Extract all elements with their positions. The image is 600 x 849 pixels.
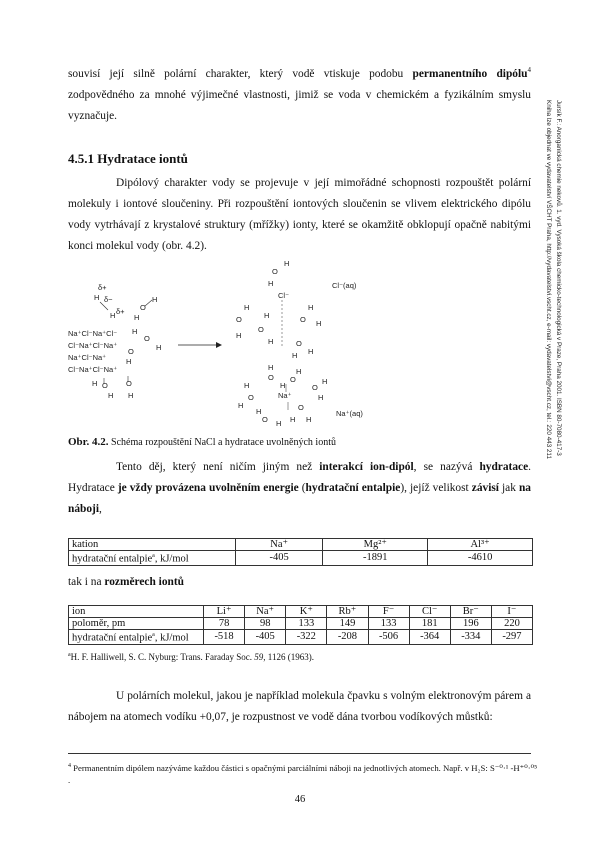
- table-cell: 196: [450, 618, 491, 630]
- svg-text:H: H: [276, 419, 282, 428]
- table-cell: 133: [286, 618, 327, 630]
- svg-text:O: O: [236, 315, 242, 324]
- table-cell: 220: [491, 618, 532, 630]
- table-cell: 78: [204, 618, 245, 630]
- svg-text:H: H: [244, 381, 250, 390]
- table-header-cell: Li⁺: [204, 606, 245, 618]
- crystal-row-3: Na⁺Cl⁻Na⁺: [68, 353, 107, 362]
- svg-text:H: H: [156, 343, 162, 352]
- svg-text:H: H: [94, 293, 100, 302]
- svg-text:O: O: [296, 339, 302, 348]
- crystal-row-1: Na⁺Cl⁻Na⁺Cl⁻: [68, 329, 118, 338]
- svg-text:O: O: [258, 325, 264, 334]
- figure-label: Obr. 4.2.: [68, 436, 109, 448]
- svg-text:H: H: [264, 311, 270, 320]
- crystal-row-4: Cl⁻Na⁺Cl⁻Na⁺: [68, 365, 118, 374]
- chloride-aq-label: Cl⁻(aq): [332, 281, 357, 290]
- table-row: [69, 539, 533, 551]
- table-cell: -405: [236, 551, 323, 566]
- svg-text:H: H: [306, 415, 312, 424]
- svg-text:H: H: [128, 391, 134, 400]
- svg-text:H: H: [126, 357, 132, 366]
- svg-text:H: H: [268, 337, 274, 346]
- table-ion-radius-enthalpy: [68, 605, 533, 645]
- table-header-cell: I⁻: [491, 606, 532, 618]
- table-cell: -208: [327, 630, 368, 645]
- table-header-cell: ion: [69, 606, 204, 618]
- figure-caption-text: Schéma rozpouštění NaCl a hydratace uvolněných iontů: [111, 437, 336, 448]
- paragraph-ion-dipole: Tento děj, který není ničím jiným než interakcí ion-dipól, se nazývá hydratace. Hydratace je vždy provázena uvolněním energie (hydratační entalpie), jejíž velikost závisí jak na náboji,: [68, 461, 532, 515]
- table-cell: -518: [204, 630, 245, 645]
- svg-text:H: H: [256, 407, 262, 416]
- table-header-cell: Br⁻: [450, 606, 491, 618]
- table-cell: -334: [450, 630, 491, 645]
- figure-caption: [68, 436, 336, 448]
- svg-text:H: H: [152, 295, 158, 304]
- table-row: [69, 618, 533, 630]
- table-cell: 133: [368, 618, 409, 630]
- page-number: 46: [294, 794, 306, 805]
- svg-text:O: O: [268, 373, 274, 382]
- svg-text:O: O: [102, 381, 108, 390]
- paragraph-ion-size: tak i na rozměrech iontů: [68, 576, 184, 588]
- section-title: 4.5.1 Hydratace iontů: [68, 151, 188, 166]
- table-row-label: poloměr, pm: [69, 618, 204, 630]
- table-cell: -322: [286, 630, 327, 645]
- side-note-line-1: Jursík F.: Anorganická chemie nekovů. 1. vyd. Vysoká škola chemicko-technologická v Praze, Praha 2001. ISBN 80-7080-417-3: [555, 100, 562, 456]
- svg-text:H: H: [316, 319, 322, 328]
- table-header-cell: kation: [69, 539, 236, 551]
- svg-text:O: O: [300, 315, 306, 324]
- term-permanent-dipole: permanentního dipólu: [412, 67, 528, 80]
- svg-text:H: H: [296, 367, 302, 376]
- table-cell: -1891: [323, 551, 428, 566]
- footnote-a: $^a$H. F. Halliwell, S. C. Nyburg: Trans. Faraday Soc. 59, 1126 (1963).: [68, 652, 314, 662]
- svg-text:H: H: [132, 327, 138, 336]
- table-header-cell: Al³⁺: [428, 539, 533, 551]
- sodium-aq-label: Na⁺(aq): [336, 409, 363, 418]
- svg-text:H: H: [290, 415, 296, 424]
- svg-text:H: H: [134, 313, 140, 322]
- svg-text:O: O: [128, 347, 134, 356]
- svg-text:H: H: [92, 379, 98, 388]
- svg-text:O: O: [144, 334, 150, 343]
- table-row-label: hydratační entalpie$^a$, kJ/mol: [69, 630, 204, 645]
- svg-text:O: O: [272, 267, 278, 276]
- table-header-cell: Rb⁺: [327, 606, 368, 618]
- table-cell: -4610: [428, 551, 533, 566]
- paragraph-ammonia: U polárních molekul, jakou je například molekula čpavku s volným elektronovým párem a nábojem na atomech vodíku +0,07, je rozpustnost ve vodě dána tvorbou vodíkových můstků:: [68, 690, 531, 723]
- side-note: [539, 100, 563, 540]
- table-cation-enthalpy: [68, 538, 533, 566]
- table-cell: 181: [409, 618, 450, 630]
- delta-plus-label: δ+: [98, 283, 107, 292]
- svg-text:H: H: [244, 303, 250, 312]
- svg-text:H: H: [308, 347, 314, 356]
- svg-text:O: O: [126, 379, 132, 388]
- svg-text:H: H: [318, 393, 324, 402]
- table-header-cell: Na⁺: [236, 539, 323, 551]
- svg-text:O: O: [140, 303, 146, 312]
- table-row: [69, 630, 533, 645]
- table-cell: -405: [245, 630, 286, 645]
- svg-text:O: O: [290, 375, 296, 384]
- svg-text:H: H: [322, 377, 328, 386]
- svg-text:H: H: [284, 259, 290, 268]
- svg-text:Na⁺: Na⁺: [278, 391, 292, 400]
- svg-text:H: H: [236, 331, 242, 340]
- table-row: [69, 551, 533, 566]
- table-cell: 149: [327, 618, 368, 630]
- svg-text:O: O: [248, 393, 254, 402]
- svg-text:O: O: [298, 403, 304, 412]
- footnote-ref-4[interactable]: 4: [527, 66, 532, 74]
- table-row-label: hydratační entalpie$^a$, kJ/mol: [69, 551, 236, 566]
- svg-text:Cl⁻: Cl⁻: [278, 291, 290, 300]
- svg-text:H: H: [108, 391, 114, 400]
- footnote-divider: [68, 753, 531, 754]
- table-header-cell: K⁺: [286, 606, 327, 618]
- svg-text:H: H: [280, 381, 286, 390]
- paragraph-hydration: Dipólový charakter vody se projevuje v její mimořádné schopnosti rozpouštět polární molekuly i iontové sloučeniny. Při rozpouštění iontových sloučenin se vlivem elektrického dipólu vody vytrhávají z krystalové struktury (mřížky) ionty, které se okamžitě obklopují opačně nabitými konci molekul vody (obr. 4.2).: [68, 177, 531, 252]
- table-header-cell: F⁻: [368, 606, 409, 618]
- svg-text:H: H: [268, 279, 274, 288]
- svg-text:O: O: [262, 415, 268, 424]
- figure-drawing: [68, 258, 468, 433]
- table-row: [69, 606, 533, 618]
- side-note-line-2: Kniha lze objednat ve vydavatelství VŠCHT Praha, http://vydavatelstvi.vscht.cz, e-mail: vydavatelstvi@vscht.cz, tel.: 220 443 211: [545, 100, 552, 459]
- paragraph-intro: souvisí její silně polární charakter, který vodě vtiskuje podobu permanentního dipólu$^4$ zodpovědného za mnohé výjimečné vlastnosti, jimiž se voda v chemickém a fyzikálním smyslu vyznačuje.: [68, 66, 532, 122]
- table-cell: -364: [409, 630, 450, 645]
- table-header-cell: Mg²⁺: [323, 539, 428, 551]
- table-cell: -506: [368, 630, 409, 645]
- svg-text:H: H: [238, 401, 244, 410]
- svg-text:H: H: [308, 303, 314, 312]
- svg-text:H: H: [110, 311, 116, 320]
- svg-text:H: H: [292, 351, 298, 360]
- table-header-cell: Cl⁻: [409, 606, 450, 618]
- figure-nacl-dissolution: [68, 258, 468, 433]
- footnote-4: $^4$ Permanentním dipólem nazýváme každou částici s opačnými parciálními náboji na jednotlivých atomech. Např. v H₂S: S⁻⁰·¹ -H⁺⁰·⁰⁵ .: [68, 762, 538, 785]
- svg-text:O: O: [312, 383, 318, 392]
- table-cell: -297: [491, 630, 532, 645]
- svg-text:δ+: δ+: [116, 307, 125, 316]
- table-header-cell: Na⁺: [245, 606, 286, 618]
- table-cell: 98: [245, 618, 286, 630]
- crystal-row-2: Cl⁻Na⁺Cl⁻Na⁺: [68, 341, 118, 350]
- svg-text:H: H: [268, 363, 274, 372]
- delta-minus-label: δ−: [104, 295, 113, 304]
